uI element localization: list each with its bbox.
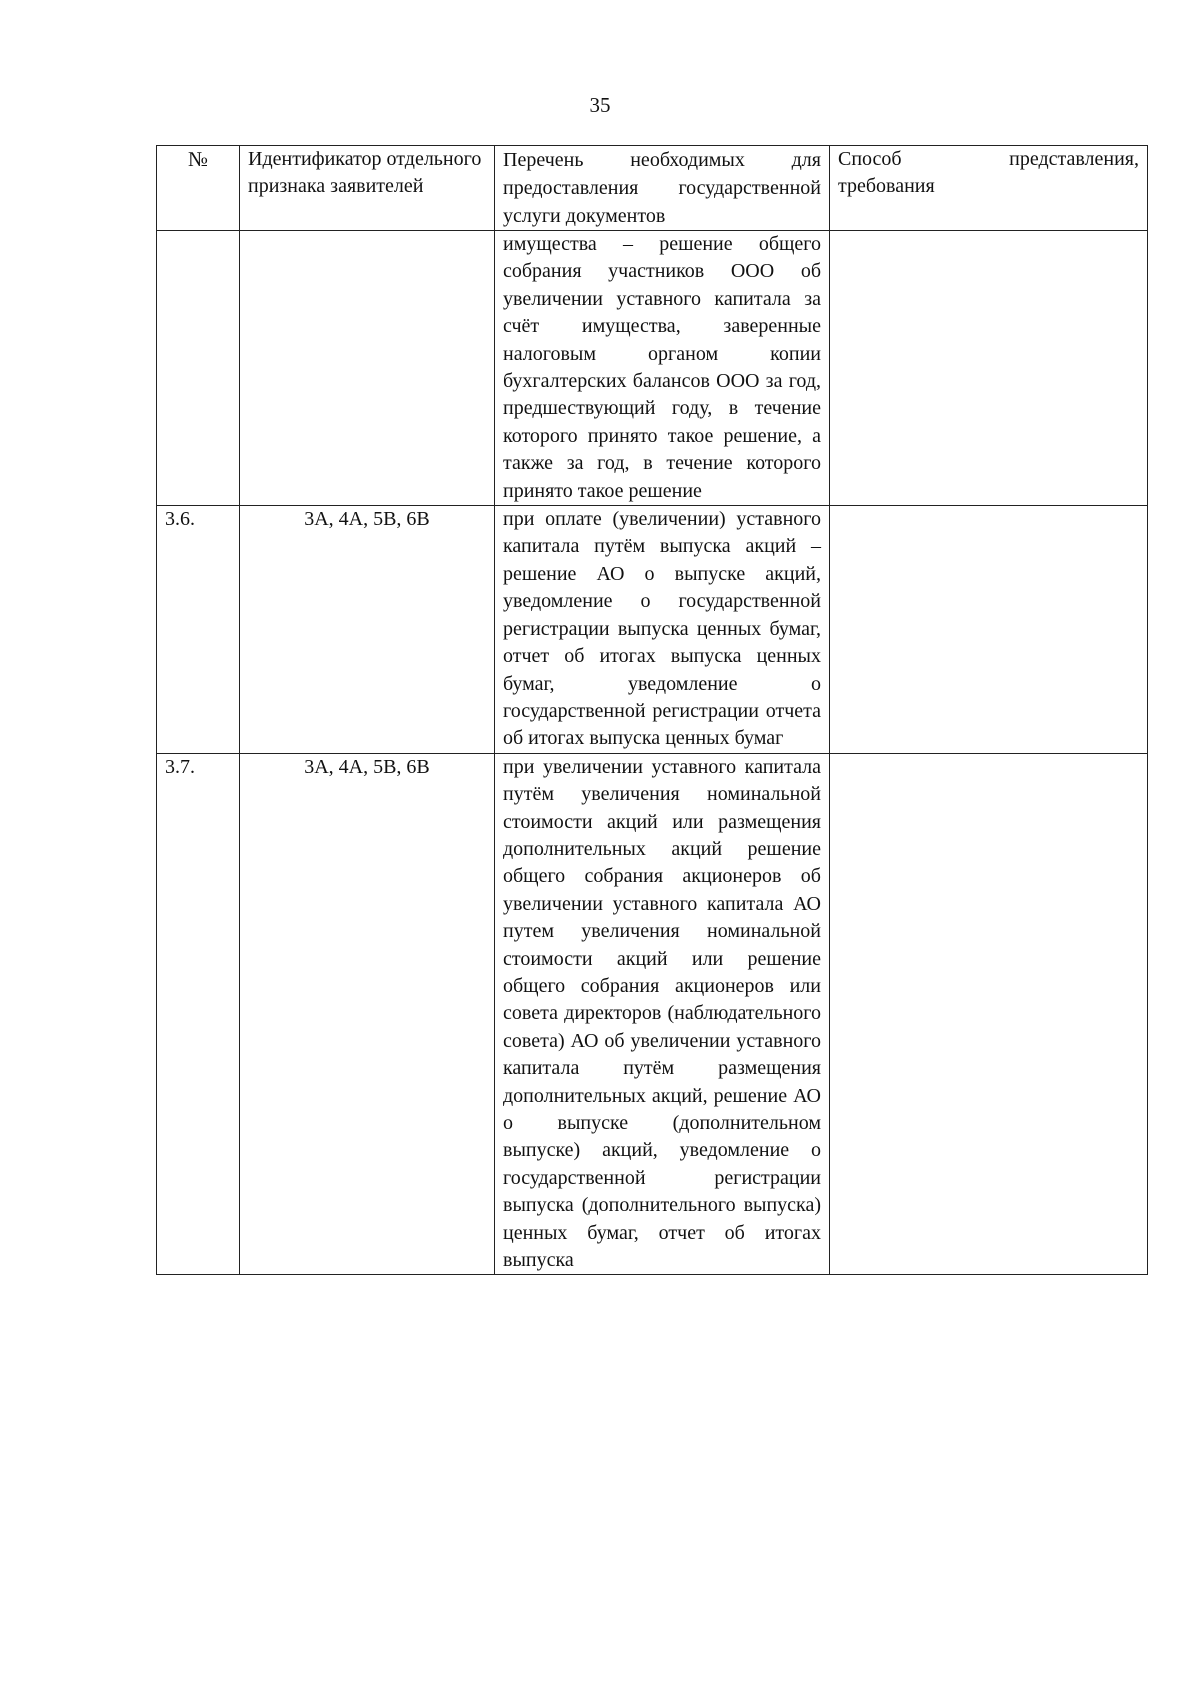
header-number: № — [157, 146, 240, 231]
header-documents: Перечень необходимых для предоставления государственной услуги документов — [495, 146, 830, 231]
table-row — [157, 506, 1148, 754]
row-method — [830, 506, 1148, 754]
table-row — [157, 231, 1148, 506]
row-number: 3.7. — [157, 753, 240, 1275]
requirements-table — [156, 145, 1148, 1275]
header-identifier: Идентификатор отдельного признака заявителей — [240, 146, 495, 231]
header-method-line2: требования — [838, 175, 935, 198]
row-method — [830, 231, 1148, 506]
header-method — [830, 146, 1148, 231]
row-documents: при увеличении уставного капитала путём увеличения номинальной стоимости акций или размещения дополнительных акций решение общего собрания акционеров об увеличении уставного капитала АО путем увеличения номинальной стоимости акций или решение общего собрания акционеров или совета директоров (наблюдательного совета) АО об увеличении уставного капитала путём размещения дополнительных акций, решение АО о выпуске (дополнительном выпуске) акций, уведомление о государственной регистрации выпуска (дополнительного выпуска) ценных бумаг, отчет об итогах выпуска — [495, 753, 830, 1275]
row-identifier: 3А, 4А, 5В, 6В — [240, 506, 495, 754]
row-documents: имущества – решение общего собрания участников ООО об увеличении уставного капитала за счёт имущества, заверенные налоговым органом копии бухгалтерских балансов ООО за год, предшествующий году, в течение которого принято такое решение, а также за год, в течение которого принято такое решение — [495, 231, 830, 506]
header-method-word2: представления, — [1009, 148, 1139, 170]
row-identifier — [240, 231, 495, 506]
row-number: 3.6. — [157, 506, 240, 754]
row-documents: при оплате (увеличении) уставного капитала путём выпуска акций – решение АО о выпуске акций, уведомление о государственной регистрации выпуска ценных бумаг, отчет об итогах выпуска ценных бумаг, уведомление о государственной регистрации отчета об итогах выпуска ценных бумаг — [495, 506, 830, 754]
row-identifier: 3А, 4А, 5В, 6В — [240, 753, 495, 1275]
table-row — [157, 753, 1148, 1275]
page-number: 35 — [589, 93, 611, 117]
table-header-row — [157, 146, 1148, 231]
header-method-word1: Способ — [838, 148, 902, 170]
row-number — [157, 231, 240, 506]
row-method — [830, 753, 1148, 1275]
header-method-line1 — [838, 146, 1139, 173]
